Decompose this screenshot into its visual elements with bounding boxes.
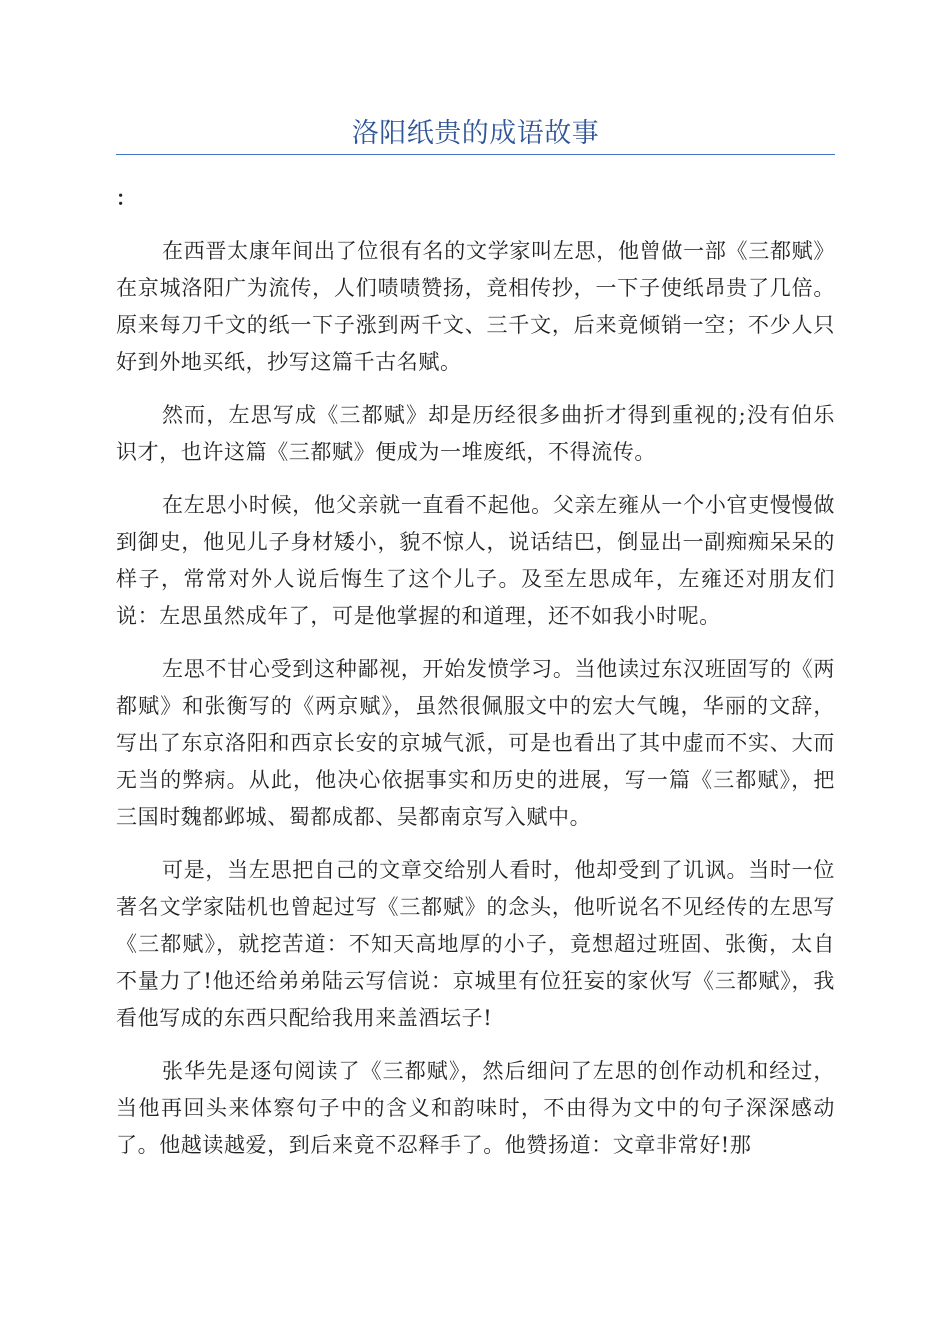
paragraph-3: 在左思小时候，他父亲就一直看不起他。父亲左雍从一个小官吏慢慢做到御史，他见儿子身材矮小，貌不惊人，说话结巴，倒显出一副痴痴呆呆的样子，常常对外人说后悔生了这个儿子。及至左思成年，左雍还对朋友们说：左思虽然成年了，可是他掌握的和道理，还不如我小时呢。 xyxy=(116,493,835,628)
lead-mark: ： xyxy=(116,186,136,210)
paragraph-4: 左思不甘心受到这种鄙视，开始发愤学习。当他读过东汉班固写的《两都赋》和张衡写的《两京赋》，虽然很佩服文中的宏大气魄，华丽的文辞，写出了东京洛阳和西京长安的京城气派，可是也看出了其中虚而不实、大而无当的弊病。从此，他决心依据事实和历史的进展，写一篇《三都赋》，把三国时魏都邺城、蜀都成都、吴都南京写入赋中。 xyxy=(116,657,835,829)
document-title: 洛阳纸贵的成语故事 xyxy=(351,118,600,149)
paragraph-5: 可是，当左思把自己的文章交给别人看时，他却受到了讥讽。当时一位著名文学家陆机也曾起过写《三都赋》的念头，他听说名不见经传的左思写《三都赋》，就挖苦道：不知天高地厚的小子，竟想超过班固、张衡，太自不量力了!他还给弟弟陆云写信说：京城里有位狂妄的家伙写《三都赋》，我看他写成的东西只配给我用来盖酒坛子! xyxy=(116,858,835,1030)
paragraph-1: 在西晋太康年间出了位很有名的文学家叫左思，他曾做一部《三都赋》在京城洛阳广为流传，人们啧啧赞扬，竞相传抄，一下子使纸昂贵了几倍。原来每刀千文的纸一下子涨到两千文、三千文，后来竟倾销一空；不少人只好到外地买纸，抄写这篇千古名赋。 xyxy=(116,239,835,374)
title-underline xyxy=(116,154,835,155)
paragraph-2: 然而，左思写成《三都赋》却是历经很多曲折才得到重视的;没有伯乐识才，也许这篇《三都赋》便成为一堆废纸，不得流传。 xyxy=(116,403,835,464)
document-body xyxy=(116,233,835,1180)
paragraph-6: 张华先是逐句阅读了《三都赋》，然后细问了左思的创作动机和经过，当他再回头来体察句子中的含义和韵味时，不由得为文中的句子深深感动了。他越读越爱，到后来竟不忍释手了。他赞扬道：文章非常好!那 xyxy=(116,1059,835,1157)
